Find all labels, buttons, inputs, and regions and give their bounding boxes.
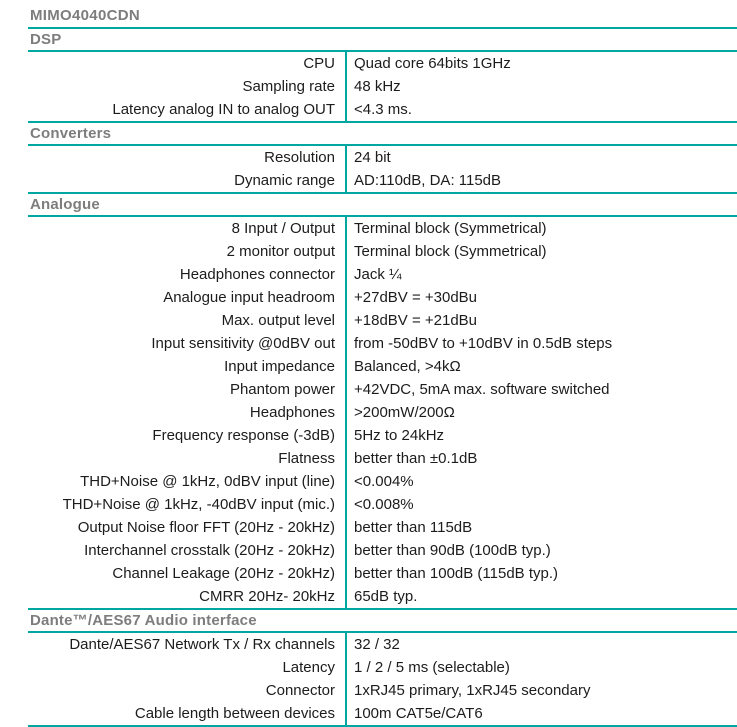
spec-value: 32 / 32 xyxy=(345,633,737,656)
spec-label: 2 monitor output xyxy=(226,243,335,260)
spec-label: Dynamic range xyxy=(234,172,335,189)
spec-value: AD:110dB, DA: 115dB xyxy=(345,169,737,192)
spec-value: 65dB typ. xyxy=(345,585,737,608)
spec-value: Terminal block (Symmetrical) xyxy=(345,217,737,240)
spec-value: Balanced, >4kΩ xyxy=(345,355,737,378)
spec-value: 100m CAT5e/CAT6 xyxy=(345,702,737,725)
spec-label: CMRR 20Hz- 20kHz xyxy=(199,588,335,605)
spec-value: Terminal block (Symmetrical) xyxy=(345,240,737,263)
spec-label: CPU xyxy=(303,55,335,72)
section-header-dsp: DSP xyxy=(28,29,737,52)
spec-label: Sampling rate xyxy=(242,78,335,95)
spec-row xyxy=(28,401,737,424)
spec-row xyxy=(28,146,737,169)
spec-value: <4.3 ms. xyxy=(345,98,737,121)
spec-value: <0.004% xyxy=(345,470,737,493)
section-header-analogue: Analogue xyxy=(28,194,737,217)
spec-value: 1xRJ45 primary, 1xRJ45 secondary xyxy=(345,679,737,702)
spec-label: Connector xyxy=(265,682,335,699)
spec-label: Headphones connector xyxy=(179,266,335,283)
spec-value: from -50dBV to +10dBV in 0.5dB steps xyxy=(345,332,737,355)
spec-row xyxy=(28,286,737,309)
spec-value: better than 115dB xyxy=(345,516,737,539)
section-rows-analogue xyxy=(28,217,737,610)
spec-value: >200mW/200Ω xyxy=(345,401,737,424)
section-rows-dsp xyxy=(28,52,737,123)
section-header-converters: Converters xyxy=(28,123,737,146)
spec-row xyxy=(28,378,737,401)
spec-table xyxy=(28,27,737,727)
spec-value: better than ±0.1dB xyxy=(345,447,737,470)
spec-row xyxy=(28,263,737,286)
spec-label: Flatness xyxy=(278,450,335,467)
spec-label: Analogue input headroom xyxy=(163,289,335,306)
spec-row xyxy=(28,309,737,332)
spec-row xyxy=(28,75,737,98)
spec-row xyxy=(28,355,737,378)
spec-row xyxy=(28,562,737,585)
section-header-dante-aes67-audio-interface: Dante™/AES67 Audio interface xyxy=(28,610,737,633)
spec-value: +42VDC, 5mA max. software switched xyxy=(345,378,737,401)
spec-label: Output Noise floor FFT (20Hz - 20kHz) xyxy=(77,519,335,536)
spec-value: 1 / 2 / 5 ms (selectable) xyxy=(345,656,737,679)
spec-row xyxy=(28,447,737,470)
spec-label: Interchannel crosstalk (20Hz - 20kHz) xyxy=(84,542,335,559)
spec-row xyxy=(28,217,737,240)
spec-row xyxy=(28,424,737,447)
spec-label: Cable length between devices xyxy=(134,705,335,722)
spec-label: Input impedance xyxy=(224,358,335,375)
spec-row xyxy=(28,702,737,725)
spec-label: THD+Noise @ 1kHz, -40dBV input (mic.) xyxy=(62,496,335,513)
spec-label: 8 Input / Output xyxy=(231,220,335,237)
spec-value: Jack ¼ xyxy=(345,263,737,286)
spec-row xyxy=(28,169,737,192)
page-title: MIMO4040CDN xyxy=(30,7,140,24)
section-rows-dante-aes67-audio-interface xyxy=(28,633,737,727)
spec-row xyxy=(28,98,737,121)
spec-row xyxy=(28,332,737,355)
spec-value: <0.008% xyxy=(345,493,737,516)
spec-row xyxy=(28,633,737,656)
spec-label: THD+Noise @ 1kHz, 0dBV input (line) xyxy=(80,473,335,490)
spec-value: +18dBV = +21dBu xyxy=(345,309,737,332)
spec-label: Dante/AES67 Network Tx / Rx channels xyxy=(69,636,335,653)
spec-label: Resolution xyxy=(264,149,335,166)
spec-row xyxy=(28,240,737,263)
section-rows-converters xyxy=(28,146,737,194)
spec-label: Channel Leakage (20Hz - 20kHz) xyxy=(112,565,335,582)
spec-row xyxy=(28,493,737,516)
spec-label: Latency xyxy=(282,659,335,676)
spec-label: Phantom power xyxy=(229,381,335,398)
spec-label: Latency analog IN to analog OUT xyxy=(112,101,335,118)
spec-row xyxy=(28,516,737,539)
spec-value: Quad core 64bits 1GHz xyxy=(345,52,737,75)
spec-label: Headphones xyxy=(249,404,335,421)
spec-row xyxy=(28,679,737,702)
spec-label: Frequency response (-3dB) xyxy=(152,427,335,444)
spec-value: better than 90dB (100dB typ.) xyxy=(345,539,737,562)
spec-value: +27dBV = +30dBu xyxy=(345,286,737,309)
spec-row xyxy=(28,539,737,562)
spec-value: 48 kHz xyxy=(345,75,737,98)
spec-value: 24 bit xyxy=(345,146,737,169)
spec-value: better than 100dB (115dB typ.) xyxy=(345,562,737,585)
spec-value: 5Hz to 24kHz xyxy=(345,424,737,447)
spec-row xyxy=(28,470,737,493)
spec-label: Max. output level xyxy=(221,312,335,329)
spec-row xyxy=(28,656,737,679)
spec-row xyxy=(28,52,737,75)
spec-label: Input sensitivity @0dBV out xyxy=(151,335,335,352)
spec-row xyxy=(28,585,737,608)
